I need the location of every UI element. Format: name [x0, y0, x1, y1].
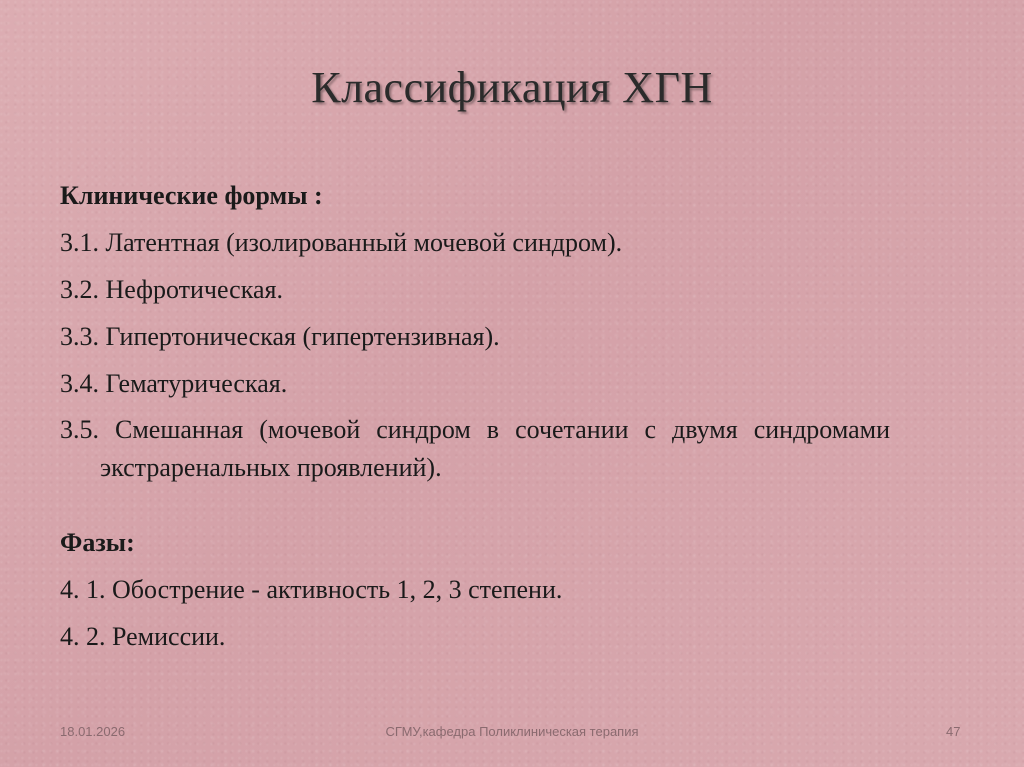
- phases-heading: Фазы:: [60, 528, 135, 557]
- slide-title: Классификация ХГН: [311, 63, 713, 112]
- list-item: 3.1. Латентная (изолированный мочевой синдром).: [60, 228, 623, 257]
- list-item: 3.5. Смешанная (мочевой синдром в сочетании с двумя синдромами экстраренальных проявлений).: [60, 415, 890, 482]
- list-item: 3.4. Гематурическая.: [60, 369, 288, 398]
- list-item: 3.2. Нефротическая.: [60, 275, 283, 304]
- section-spacer: [60, 487, 890, 519]
- footer-department: СГМУ,кафедра Поликлиническая терапия: [385, 724, 639, 739]
- footer-page-number: 47: [946, 724, 961, 739]
- list-item: 3.3. Гипертоническая (гипертензивная).: [60, 322, 500, 351]
- footer-date: 18.01.2026: [60, 724, 126, 739]
- forms-heading: Клинические формы :: [60, 181, 323, 210]
- slide-content: [60, 172, 890, 660]
- list-item: 4. 1. Обострение - активность 1, 2, 3 степени.: [60, 575, 563, 604]
- list-item: 4. 2. Ремиссии.: [60, 622, 226, 651]
